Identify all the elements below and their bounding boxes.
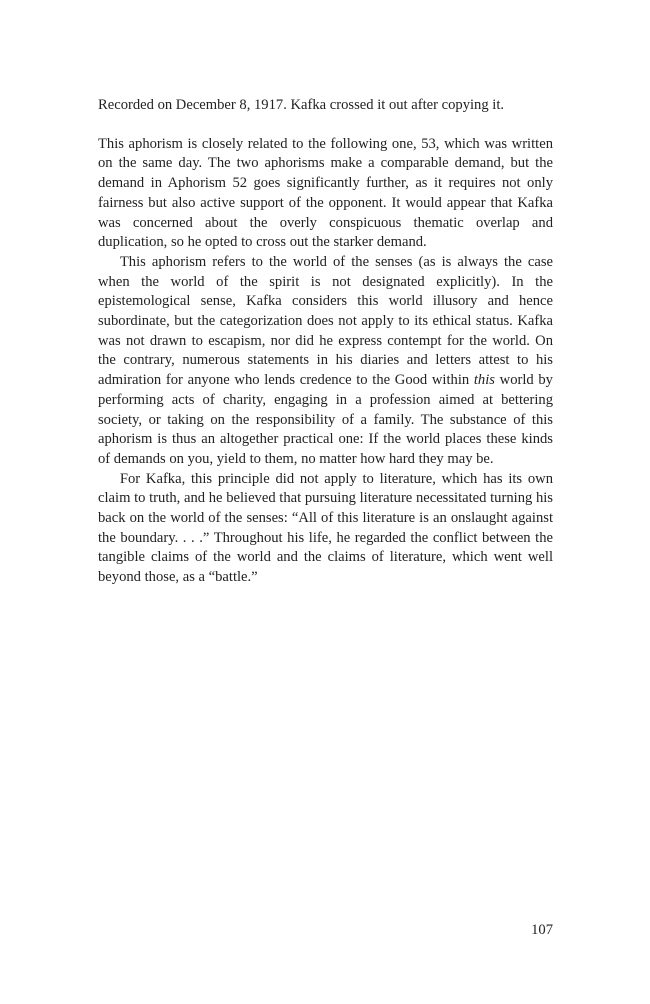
page-body <box>98 96 553 588</box>
paragraph-1: This aphorism is closely related to the following one, 53, which was written on the same day. The two aphorisms make a comparable demand, but the demand in Aphorism 52 goes significantly further, as it requires not only fairness but also active support of the opponent. It would appear that Kafka was concerned about the overly conspicuous thematic overlap and duplication, so he opted to cross out the starker demand. <box>98 135 553 251</box>
paragraph-2 <box>98 253 553 470</box>
paragraph-2-text-b: world by performing acts of charity, engaging in a profession aimed at bettering society, or taking on the responsibility of a family. The substance of this aphorism is thus an altogether practical one: If the world places these kinds of demands on you, yield to them, no matter how hard they may be. <box>98 372 553 467</box>
record-note: Recorded on December 8, 1917. Kafka crossed it out after copying it. <box>98 97 505 113</box>
paragraph-3: For Kafka, this principle did not apply to literature, which has its own claim to truth, and he believed that pursuing literature necessitated turning his back on the world of the senses: “All of this literature is an onslaught against the boundary. . . .” Throughout his life, he regarded the conflict between the tangible claims of the world and the claims of literature, which went well beyond those, as a “battle.” <box>98 470 553 586</box>
paragraph-2-italic: this <box>473 372 495 389</box>
page-number: 107 <box>531 922 553 938</box>
paragraph-2-text-a: This aphorism refers to the world of the senses (as is always the case when the world of the spirit is not designated explicitly). In the epistemological sense, Kafka considers this world illusory and hence subordinate, but the categorization does not apply to its ethical status. Kafka was not drawn to escapism, nor did he express contempt for the world. On the contrary, numerous statements in his diaries and letters attest to his admiration for anyone who lends credence to the Good within <box>98 253 553 389</box>
